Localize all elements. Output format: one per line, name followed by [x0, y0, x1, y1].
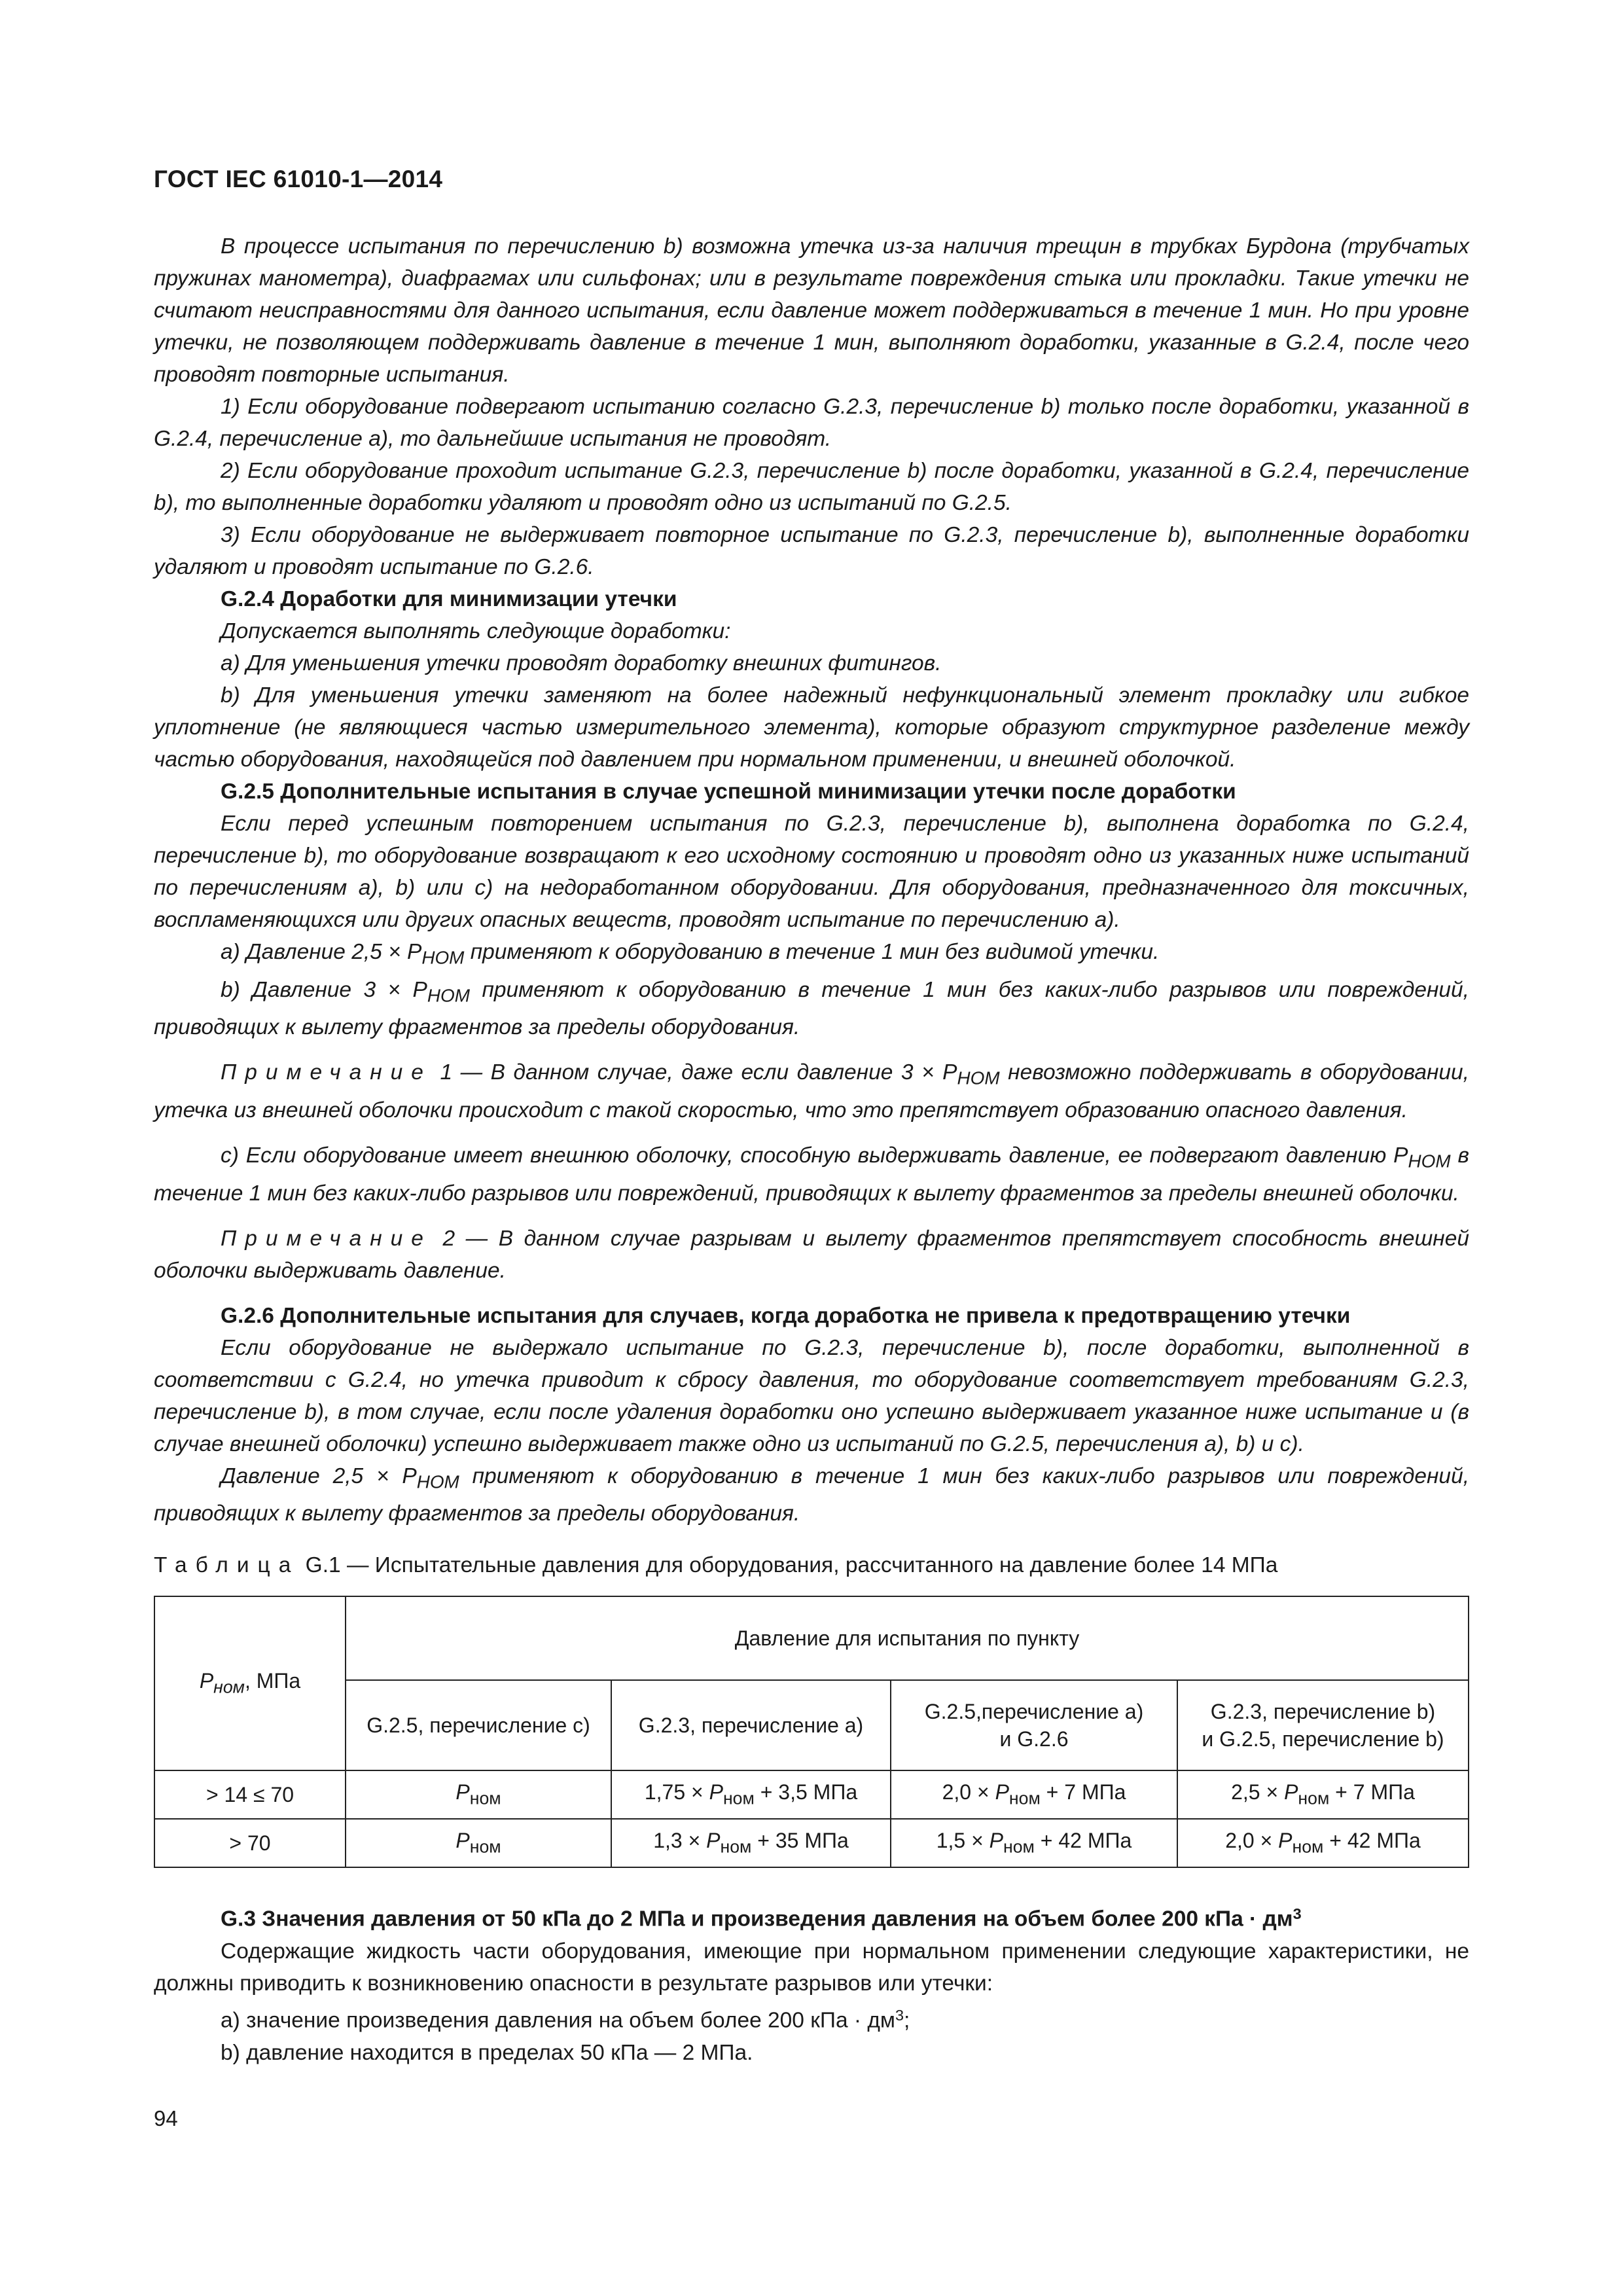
- note-1: Примечание 1 — В данном случае, даже если давление $3 \times P_{НОМ}$ невозможно поддерживать в оборудовании, утечка из внешней оболочки происходит с такой скоростью, что это препятствует образованию опасного давления.: [154, 1060, 1469, 1123]
- list-item: 1) Если оборудование подвергают испытанию согласно G.2.3, перечисление b) только после доработки, указанной в G.2.4, перечисление а), то дальнейшие испытания не проводят.: [154, 395, 1469, 451]
- section-heading-g26: G.2.6 Дополнительные испытания для случаев, когда доработка не привела к предотвращению утечки: [221, 1303, 1351, 1328]
- paragraph: Если перед успешным повторением испытания по G.2.3, перечисление b), выполнена доработка по G.2.4, перечисление b), то оборудование возвращают к его исходному состоянию и проводят одно из указанных ниже испытаний по перечислениям а), b) или с) на недоработанном оборудовании. Для оборудования, предназначенного для токсичных, воспламеняющихся или других опасных веществ, проводят испытание по перечислению а).: [154, 812, 1469, 932]
- page-number: 94: [154, 2106, 178, 2130]
- list-item: c) Если оборудование имеет внешнюю оболочку, способную выдерживать давление, ее подвергают давлению $P_{НОМ}$ в течение 1 мин без каких-либо разрывов или повреждений, приводящих к вылету фрагментов за пределы внешней оболочки.: [154, 1143, 1470, 1206]
- table-cell: $1,5 \times P_{ном} + 42$ МПа: [891, 1819, 1177, 1867]
- table-row: [154, 1770, 1469, 1819]
- col-group-header: Давление для испытания по пункту: [346, 1596, 1469, 1680]
- section-heading-g3: G.3 Значения давления от 50 кПа до 2 МПа и произведения давления на объем более 200 кПа · $дм^3$: [221, 1905, 1302, 1931]
- pressure-table: [154, 1596, 1469, 1868]
- table-cell: $2,5 \times P_{ном} + 7$ МПа: [1177, 1770, 1469, 1819]
- list-item: b) Давление $3 \times P_{НОМ}$ применяют к оборудованию в течение 1 мин без каких-либо разрывов или повреждений, приводящих к вылету фрагментов за пределы оборудования.: [154, 977, 1469, 1040]
- note-2: Примечание 2 — В данном случае разрывам и вылету фрагментов препятствует способность внешней оболочки выдерживать давление.: [154, 1226, 1469, 1283]
- table-cell: $1,3 \times P_{ном} + 35$ МПа: [611, 1819, 891, 1867]
- table-cell: > 70: [154, 1819, 346, 1867]
- list-item: 2) Если оборудование проходит испытание G.2.3, перечисление b) после доработки, указанной в G.2.4, перечисление b), то выполненные доработки удаляют и проводят одно из испытаний по G.2.5.: [154, 459, 1469, 515]
- table-cell: $P_{ном}$: [346, 1770, 611, 1819]
- col-header: G.2.3, перечисление b) и G.2.5, перечисление b): [1177, 1680, 1469, 1770]
- list-item: a) Для уменьшения утечки проводят доработку внешних фитингов.: [221, 651, 942, 675]
- document-header: ГОСТ IEC 61010-1—2014: [154, 166, 443, 192]
- table-header-row: [154, 1680, 1469, 1770]
- col-header: G.2.5,перечисление a) и G.2.6: [891, 1680, 1177, 1770]
- list-item: a) Давление $2,5 \times P_{НОМ}$ применяют к оборудованию в течение 1 мин без видимой утечки.: [221, 940, 1160, 968]
- list-item: b) давление находится в пределах 50 кПа — 2 МПа.: [221, 2040, 753, 2065]
- table-cell: $2,0 \times P_{ном} + 42$ МПа: [1177, 1819, 1469, 1867]
- list-item: b) Для уменьшения утечки заменяют на более надежный нефункциональный элемент прокладку или гибкое уплотнение (не являющиеся частью измерительного элемента), которые образуют структурное разделение между частью оборудования, находящейся под давлением при нормальном применении, и внешней оболочкой.: [154, 683, 1469, 772]
- col-header-pressure: $P_{ном}$, МПа: [154, 1596, 346, 1770]
- table-cell: $1,75 \times P_{ном} + 3,5$ МПа: [611, 1770, 891, 1819]
- table-row: [154, 1819, 1469, 1867]
- col-header: G.2.5, перечисление c): [346, 1680, 611, 1770]
- list-item: 3) Если оборудование не выдерживает повторное испытание по G.2.3, перечисление b), выполненные доработки удаляют и проводят испытание по G.2.6.: [154, 523, 1469, 579]
- paragraph: Содержащие жидкость части оборудования, имеющие при нормальном применении следующие характеристики, не должны приводить к возникновению опасности в результате разрывов или утечки:: [154, 1939, 1469, 1996]
- paragraph: Если оборудование не выдержало испытание по G.2.3, перечисление b), после доработки, выполненной в соответствии с G.2.4, но утечка приводит к сбросу давления, то оборудование соответствует требованиям G.2.3, перечисление b), в том случае, если после удаления доработки оно успешно выдерживает указанное ниже испытание и (в случае внешней оболочки) успешно выдерживает также одно из испытаний по G.2.5, перечисления а), b) и с).: [154, 1335, 1469, 1456]
- table-cell: $P_{ном}$: [346, 1819, 611, 1867]
- section-heading-g24: G.2.4 Доработки для минимизации утечки: [221, 587, 677, 611]
- paragraph: Допускается выполнять следующие доработки:: [221, 619, 731, 643]
- table-caption: Таблица G.1 — Испытательные давления для оборудования, рассчитанного на давление более 14 МПа: [154, 1553, 1278, 1578]
- paragraph: Давление $2,5 \times P_{НОМ}$ применяют к оборудованию в течение 1 мин без каких-либо разрывов или повреждений, приводящих к вылету фрагментов за пределы оборудования.: [154, 1463, 1470, 1526]
- table-cell: $2,0 \times P_{ном} + 7$ МПа: [891, 1770, 1177, 1819]
- page-body: [154, 230, 1469, 2069]
- list-item: a) значение произведения давления на объем более 200 кПа · $дм^3$;: [221, 2006, 910, 2033]
- section-heading-g25: G.2.5 Дополнительные испытания в случае успешной минимизации утечки после доработки: [221, 780, 1236, 804]
- table-header-row: [154, 1596, 1469, 1680]
- paragraph: В процессе испытания по перечислению b) возможна утечка из-за наличия трещин в трубках Бурдона (трубчатых пружинах манометра), диафрагмах или сильфонах; или в результате повреждения стыка или прокладки. Такие утечки не считают неисправностями для данного испытания, если давление может поддерживаться в течение 1 мин. Но при уровне утечки, не позволяющем поддерживать давление в течение 1 мин, выполняют доработки, указанные в G.2.4, после чего проводят повторные испытания.: [154, 234, 1469, 387]
- table-cell: > 14 ≤ 70: [154, 1770, 346, 1819]
- col-header: G.2.3, перечисление a): [611, 1680, 891, 1770]
